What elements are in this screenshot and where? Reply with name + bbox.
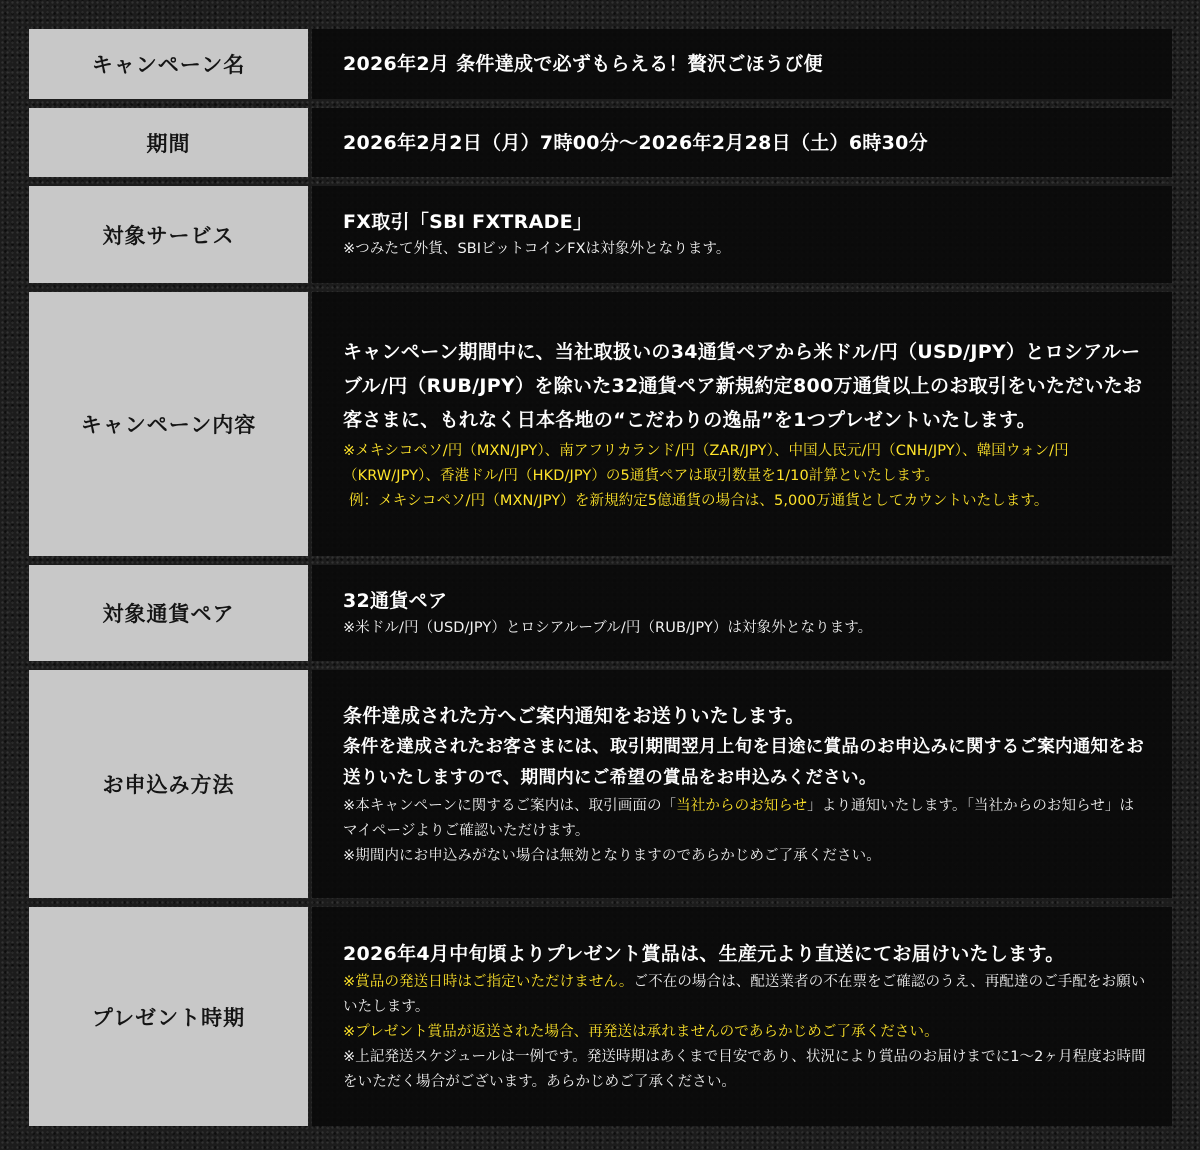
delivery-text: 2026年4月中旬頃よりプレゼント賞品は、生産元より直送にてお届けいたします。 [343, 943, 1065, 965]
delivery-note-schedule: ※上記発送スケジュールは一例です。発送時期はあくまで目安であり、状況により賞品のお届けまでに1～2ヶ月程度お時間をいただく場合がございます。あらかじめご了承ください。 [343, 1049, 1146, 1090]
row-target-pairs [29, 565, 1172, 661]
apply-headline: 条件達成された方へご案内通知をお送りいたします。 [343, 704, 805, 727]
target-pairs-text: 32通貨ペア [343, 589, 448, 612]
apply-note-invalid: ※期間内にお申込みがない場合は無効となりますのであらかじめご了承ください。 [343, 847, 881, 864]
label-campaign-details: キャンペーン内容 [29, 292, 308, 556]
campaign-details-note-example: 例：メキシコペソ/円（MXN/JPY）を新規約定5億通貨の場合は、5,000万通貨としてカウントいたします。 [349, 492, 1049, 509]
cell-target-pairs [312, 565, 1172, 661]
label-how-to-apply: お申込み方法 [29, 670, 308, 898]
row-campaign-details [29, 292, 1172, 556]
apply-body: 条件を達成されたお客さまには、取引期間翌月上旬を目途に賞品のお申込みに関するご案内通知をお送りいたしますので、期間内にご希望の賞品をお申込みください。 [343, 736, 1144, 788]
apply-note-notice-pre: ※本キャンペーンに関するご案内は、取引画面の「 [343, 797, 677, 814]
campaign-name-text: 2026年2月 条件達成で必ずもらえる！贅沢ごほうび便 [343, 53, 823, 75]
apply-note-notice-post: 」より通知いたします。「当社からのお知らせ」はマイページよりご確認いただけます。 [343, 797, 1135, 839]
campaign-details-text: キャンペーン期間中に、当社取扱いの34通貨ペアから米ドル/円（USD/JPY）とロシアルーブル/円（RUB/JPY）を除いた32通貨ペア新規約定800万通貨以上のお取引をいただいたお客さまに、もれなく日本各地の“こだわりの逸品”を1つプレゼントいたします。 [343, 340, 1143, 431]
delivery-note-absence [343, 970, 1148, 1020]
row-target-service [29, 186, 1172, 283]
cell-delivery-timing [312, 907, 1172, 1126]
apply-note-notice-highlight: 当社からのお知らせ [676, 797, 808, 814]
target-service-note: ※つみたて外貨、SBIビットコインFXは対象外となります。 [343, 241, 731, 257]
row-delivery-timing [29, 907, 1172, 1126]
delivery-note-absence-post: ご不在の場合は、配送業者の不在票をご確認のうえ、再配達のご手配をお願いいたします。 [343, 974, 1146, 1015]
target-pairs-note: ※米ドル/円（USD/JPY）とロシアルーブル/円（RUB/JPY）は対象外となります。 [343, 619, 873, 636]
apply-note-notice [343, 794, 1148, 844]
row-campaign-name [29, 29, 1172, 99]
cell-target-service [312, 186, 1172, 283]
period-text: 2026年2月2日（月）7時00分～2026年2月28日（土）6時30分 [343, 131, 928, 154]
row-how-to-apply [29, 670, 1172, 898]
cell-campaign-details [312, 292, 1172, 556]
label-target-pairs: 対象通貨ペア [29, 565, 308, 661]
label-period: 期間 [29, 108, 308, 177]
delivery-note-absence-highlight: ※賞品の発送日時はご指定いただけません。 [343, 974, 634, 990]
row-period [29, 108, 1172, 177]
cell-how-to-apply [312, 670, 1172, 898]
cell-campaign-name [312, 29, 1172, 99]
label-campaign-name: キャンペーン名 [29, 29, 308, 99]
campaign-details-note-weighting: ※メキシコペソ/円（MXN/JPY）、南アフリカランド/円（ZAR/JPY）、中国人民元/円（CNH/JPY）、韓国ウォン/円（KRW/JPY）、香港ドル/円（HKD/JPY）の5通貨ペアは取引数量を1/10計算といたします。 [343, 442, 1069, 484]
label-delivery-timing: プレゼント時期 [29, 907, 308, 1126]
delivery-note-return: ※プレゼント賞品が返送された場合、再発送は承れませんのであらかじめご了承ください。 [343, 1024, 939, 1040]
target-service-text: FX取引「SBI FXTRADE」 [343, 211, 593, 233]
label-target-service: 対象サービス [29, 186, 308, 283]
cell-period [312, 108, 1172, 177]
